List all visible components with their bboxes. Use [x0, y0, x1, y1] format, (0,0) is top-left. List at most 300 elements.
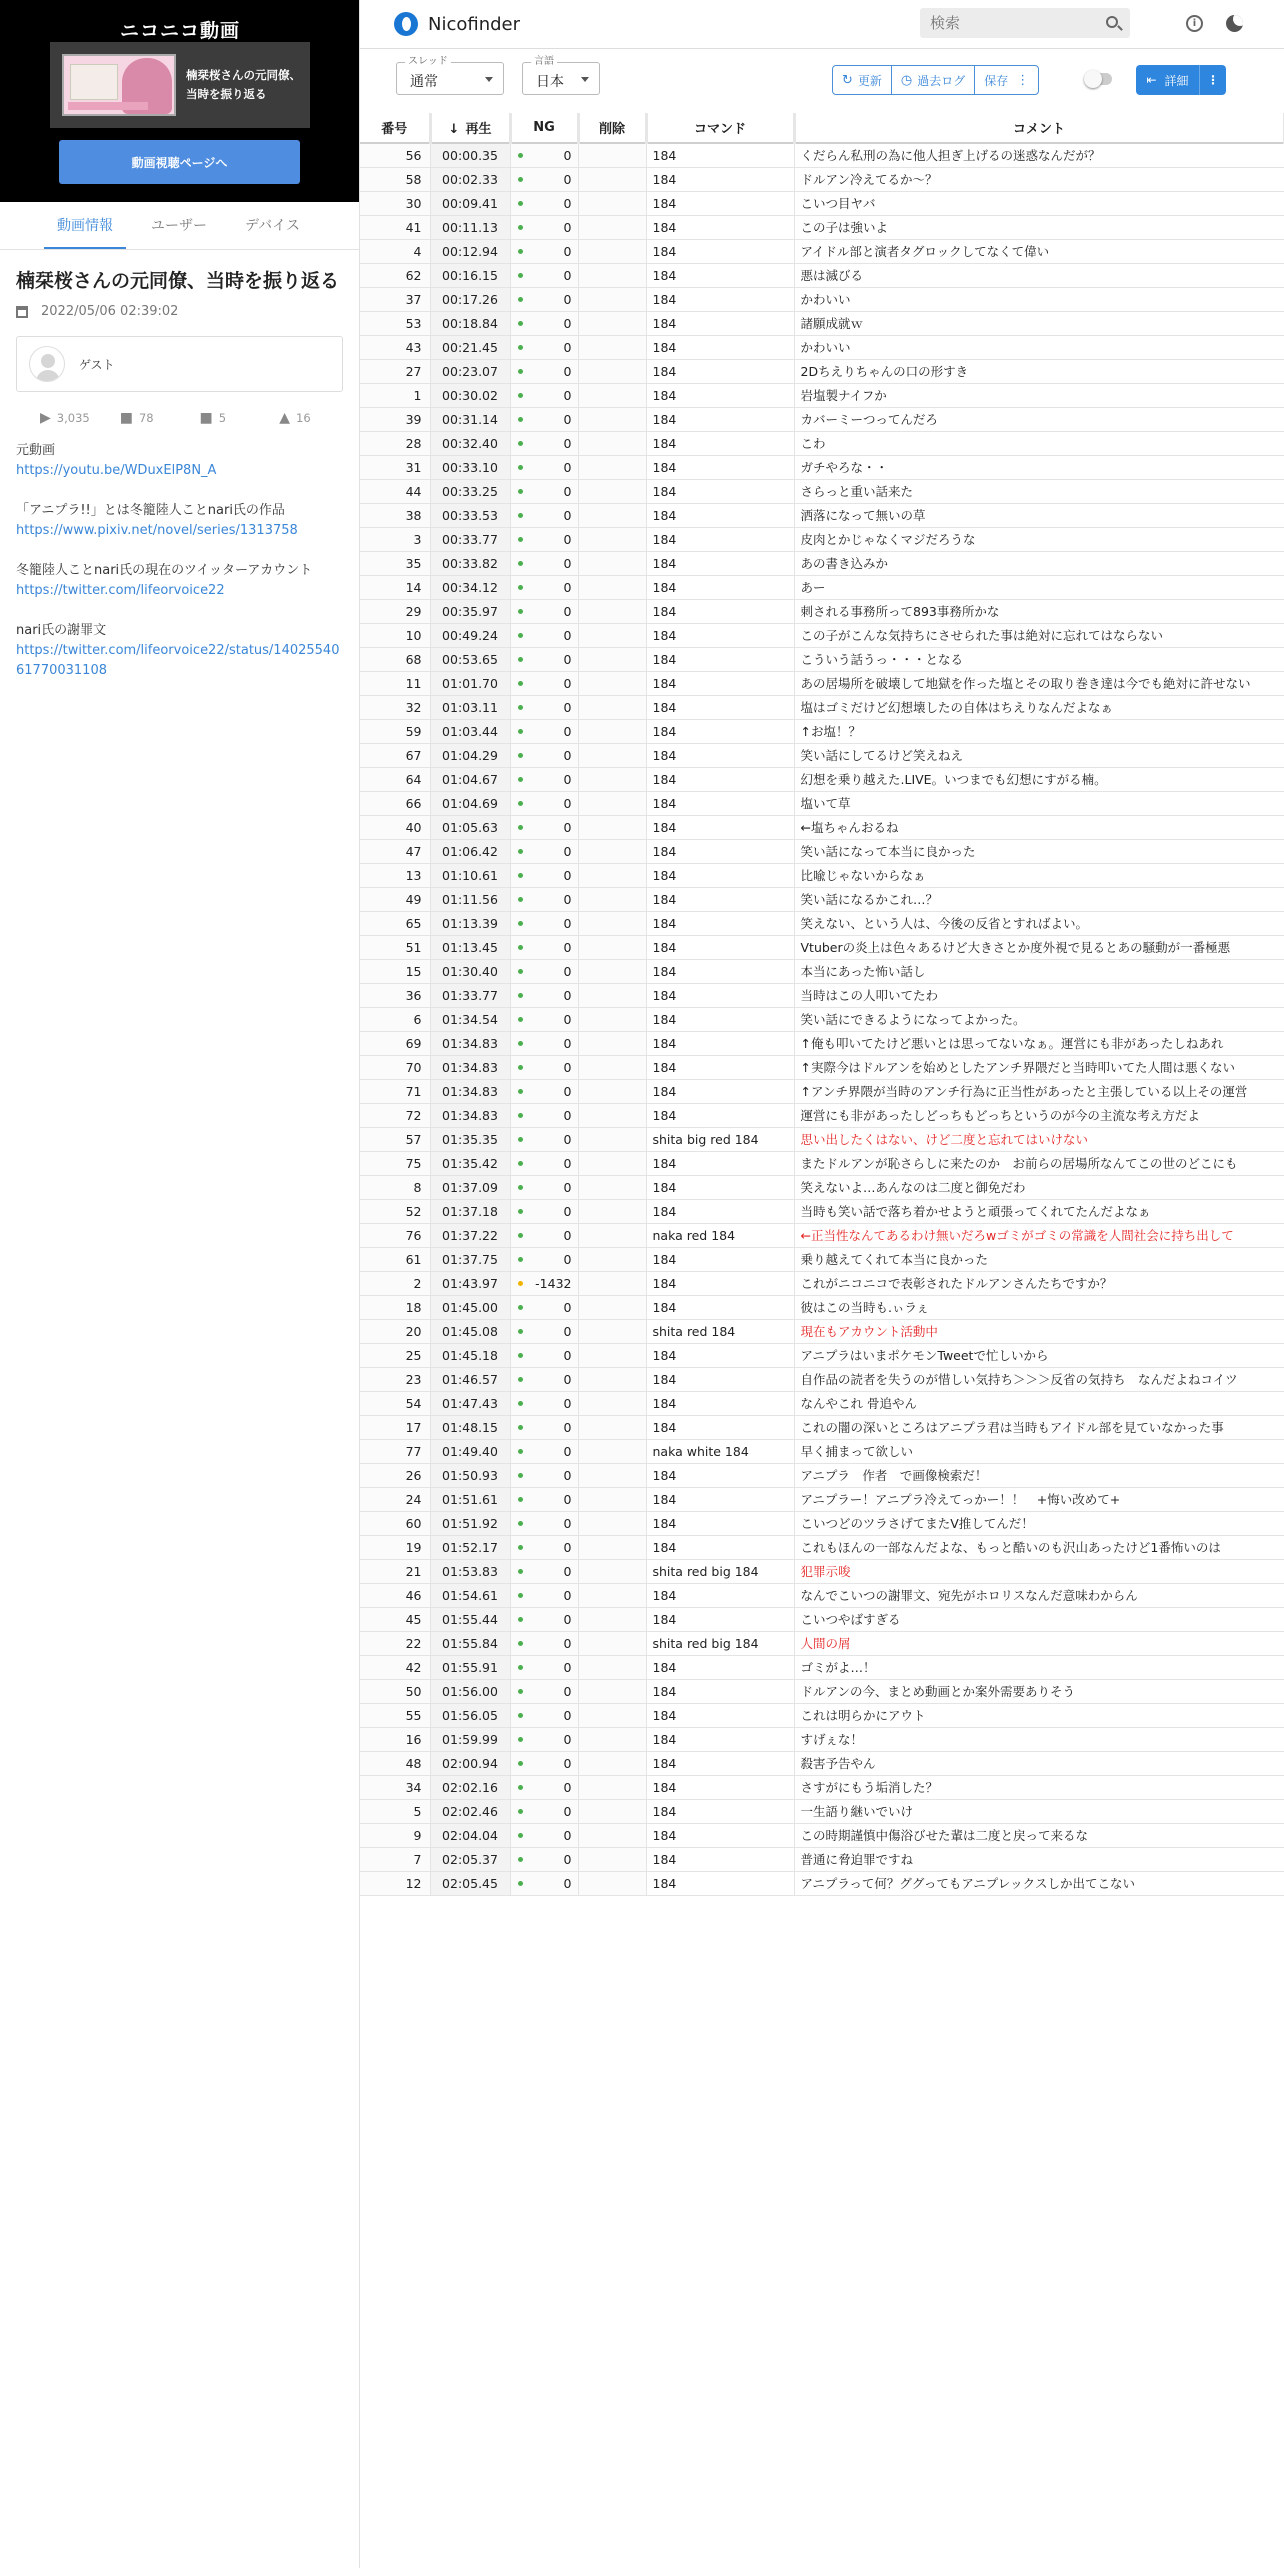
- cell-playback-time[interactable]: 00:23.07: [430, 359, 510, 383]
- cell-playback-time[interactable]: 01:30.40: [430, 959, 510, 983]
- table-row[interactable]: [360, 695, 1284, 719]
- cell-playback-time[interactable]: 00:17.26: [430, 287, 510, 311]
- cell-playback-time[interactable]: 01:52.17: [430, 1535, 510, 1559]
- cell-command: 184: [646, 503, 794, 527]
- cell-command: 184: [646, 1703, 794, 1727]
- cell-playback-time[interactable]: 01:48.15: [430, 1415, 510, 1439]
- cell-playback-time[interactable]: 01:04.67: [430, 767, 510, 791]
- cell-command: 184: [646, 1295, 794, 1319]
- ng-status-dot: [518, 249, 523, 254]
- cell-playback-time[interactable]: 00:33.25: [430, 479, 510, 503]
- table-row[interactable]: [360, 503, 1284, 527]
- table-row[interactable]: [360, 839, 1284, 863]
- ng-status-dot: [518, 849, 523, 854]
- table-row[interactable]: [360, 1343, 1284, 1367]
- table-row[interactable]: [360, 599, 1284, 623]
- ng-status-dot: [518, 225, 523, 230]
- cell-playback-time[interactable]: 01:10.61: [430, 863, 510, 887]
- cell-playback-time[interactable]: 01:53.83: [430, 1559, 510, 1583]
- cell-delete: [578, 1223, 646, 1247]
- cell-comment: 運営にも非があったしどっちもどっちというのが今の主流な考え方だよ: [794, 1103, 1284, 1127]
- cell-playback-time[interactable]: 00:21.45: [430, 335, 510, 359]
- cell-number: 54: [360, 1391, 430, 1415]
- cell-comment: アイドル部と演者タグロックしてなくて偉い: [794, 239, 1284, 263]
- cell-ng: [510, 431, 578, 455]
- avatar: [29, 346, 65, 382]
- table-row[interactable]: [360, 1607, 1284, 1631]
- cell-playback-time[interactable]: 01:37.75: [430, 1247, 510, 1271]
- cell-command: 184: [646, 1031, 794, 1055]
- column-header-number[interactable]: 番号: [360, 113, 430, 143]
- table-row[interactable]: [360, 863, 1284, 887]
- cell-playback-time[interactable]: 00:02.33: [430, 167, 510, 191]
- cell-playback-time[interactable]: 01:54.61: [430, 1583, 510, 1607]
- cell-playback-time[interactable]: 01:34.83: [430, 1079, 510, 1103]
- table-row[interactable]: [360, 1559, 1284, 1583]
- table-row[interactable]: [360, 1079, 1284, 1103]
- nicofinder-logo-icon: [394, 12, 418, 36]
- table-row[interactable]: [360, 1151, 1284, 1175]
- table-row[interactable]: [360, 527, 1284, 551]
- detail-button[interactable]: [1136, 65, 1226, 95]
- comment-icon: ■: [119, 410, 133, 426]
- table-row[interactable]: [360, 1199, 1284, 1223]
- ng-score: 0: [563, 1227, 572, 1243]
- ng-score: 0: [563, 171, 572, 187]
- description-text: 元動画: [16, 443, 56, 458]
- cell-playback-time[interactable]: 01:04.29: [430, 743, 510, 767]
- cell-comment: 悪は滅びる: [794, 263, 1284, 287]
- ng-score: 0: [563, 675, 572, 691]
- cell-comment: ドルアン冷えてるか〜？: [794, 167, 1284, 191]
- dark-mode-icon[interactable]: [1226, 15, 1243, 32]
- ng-score: 0: [563, 627, 572, 643]
- column-header-command[interactable]: コマンド: [646, 113, 794, 143]
- ng-score: 0: [563, 291, 572, 307]
- cell-ng: [510, 1295, 578, 1319]
- cell-playback-time[interactable]: 01:47.43: [430, 1391, 510, 1415]
- table-row[interactable]: [360, 623, 1284, 647]
- cell-playback-time[interactable]: 01:55.84: [430, 1631, 510, 1655]
- cell-playback-time[interactable]: 00:00.35: [430, 143, 510, 167]
- ng-status-dot: [518, 1713, 523, 1718]
- cell-delete: [578, 623, 646, 647]
- cell-playback-time[interactable]: 00:30.02: [430, 383, 510, 407]
- cell-playback-time[interactable]: 01:46.57: [430, 1367, 510, 1391]
- ng-status-dot: [518, 177, 523, 182]
- cell-command: 184: [646, 647, 794, 671]
- table-row[interactable]: [360, 167, 1284, 191]
- cell-comment: 笑えない、という人は、今後の反省とすればよい。: [794, 911, 1284, 935]
- table-row[interactable]: [360, 1319, 1284, 1343]
- ng-score: 0: [563, 1107, 572, 1123]
- cell-delete: [578, 1463, 646, 1487]
- column-header-delete[interactable]: 削除: [578, 113, 646, 143]
- table-row[interactable]: [360, 1127, 1284, 1151]
- table-row[interactable]: [360, 1727, 1284, 1751]
- ng-status-dot: [518, 1089, 523, 1094]
- table-row[interactable]: [360, 239, 1284, 263]
- cell-playback-time[interactable]: 01:05.63: [430, 815, 510, 839]
- cell-playback-time[interactable]: 01:45.00: [430, 1295, 510, 1319]
- cell-command: 184: [646, 1583, 794, 1607]
- cell-playback-time[interactable]: 00:09.41: [430, 191, 510, 215]
- info-icon[interactable]: i: [1186, 15, 1203, 32]
- table-row[interactable]: [360, 287, 1284, 311]
- cell-comment: あの書き込みか: [794, 551, 1284, 575]
- cell-playback-time[interactable]: 01:56.00: [430, 1679, 510, 1703]
- ng-score: 0: [563, 1683, 572, 1699]
- table-row[interactable]: [360, 1823, 1284, 1847]
- cell-number: 25: [360, 1343, 430, 1367]
- cell-playback-time[interactable]: 01:45.18: [430, 1343, 510, 1367]
- table-row[interactable]: [360, 1295, 1284, 1319]
- cell-ng: [510, 479, 578, 503]
- column-header-comment[interactable]: コメント: [794, 113, 1284, 143]
- cell-number: 41: [360, 215, 430, 239]
- cell-number: 3: [360, 527, 430, 551]
- cell-playback-time[interactable]: 00:33.10: [430, 455, 510, 479]
- cell-playback-time[interactable]: 01:34.83: [430, 1103, 510, 1127]
- table-row[interactable]: [360, 1391, 1284, 1415]
- cell-number: 67: [360, 743, 430, 767]
- ng-status-dot: [518, 681, 523, 686]
- ng-status-dot: [518, 1545, 523, 1550]
- calendar-icon: [16, 306, 28, 318]
- cell-command: 184: [646, 1871, 794, 1895]
- cell-playback-time[interactable]: 01:34.54: [430, 1007, 510, 1031]
- table-row[interactable]: [360, 335, 1284, 359]
- cell-ng: [510, 167, 578, 191]
- ng-status-dot: [518, 729, 523, 734]
- cell-playback-time[interactable]: 00:12.94: [430, 239, 510, 263]
- detail-main[interactable]: [1136, 65, 1200, 95]
- cell-playback-time[interactable]: 00:31.14: [430, 407, 510, 431]
- cell-command: 184: [646, 1271, 794, 1295]
- table-row[interactable]: [360, 1415, 1284, 1439]
- ng-score: 0: [563, 1395, 572, 1411]
- video-player[interactable]: [0, 0, 359, 202]
- table-row[interactable]: [360, 311, 1284, 335]
- cell-command: naka white 184: [646, 1439, 794, 1463]
- cell-ng: [510, 1799, 578, 1823]
- cell-delete: [578, 1535, 646, 1559]
- cell-number: 49: [360, 887, 430, 911]
- cell-delete: [578, 743, 646, 767]
- thread-select[interactable]: [396, 56, 504, 95]
- table-row[interactable]: [360, 1535, 1284, 1559]
- cell-number: 7: [360, 1847, 430, 1871]
- history-button[interactable]: [892, 66, 975, 94]
- table-row[interactable]: [360, 143, 1284, 167]
- table-row[interactable]: [360, 1103, 1284, 1127]
- table-row[interactable]: [360, 455, 1284, 479]
- table-row[interactable]: [360, 815, 1284, 839]
- cell-delete: [578, 671, 646, 695]
- cell-comment: ←正当性なんてあるわけ無いだろwゴミがゴミの常識を人間社会に持ち出して: [794, 1223, 1284, 1247]
- ng-status-dot: [518, 969, 523, 974]
- cell-playback-time[interactable]: 00:16.15: [430, 263, 510, 287]
- cell-comment: 岩塩製ナイフか: [794, 383, 1284, 407]
- cell-playback-time[interactable]: 00:34.12: [430, 575, 510, 599]
- video-stats: [40, 410, 359, 426]
- watch-video-button[interactable]: 動画視聴ページへ: [59, 140, 300, 184]
- table-row[interactable]: [360, 215, 1284, 239]
- user-card[interactable]: [16, 336, 343, 392]
- table-row[interactable]: [360, 767, 1284, 791]
- cell-playback-time[interactable]: 01:55.44: [430, 1607, 510, 1631]
- tab-user[interactable]: ユーザー: [151, 218, 207, 234]
- table-row[interactable]: [360, 383, 1284, 407]
- cell-ng: [510, 1775, 578, 1799]
- user-name: ゲスト: [79, 357, 115, 372]
- cell-playback-time[interactable]: 01:13.39: [430, 911, 510, 935]
- table-row[interactable]: [360, 1031, 1284, 1055]
- table-row[interactable]: [360, 935, 1284, 959]
- cell-delete: [578, 215, 646, 239]
- cell-command: 184: [646, 1151, 794, 1175]
- cell-playback-time[interactable]: 01:35.35: [430, 1127, 510, 1151]
- cell-delete: [578, 335, 646, 359]
- cell-ng: [510, 1079, 578, 1103]
- table-row[interactable]: [360, 1175, 1284, 1199]
- cell-playback-time[interactable]: 02:02.46: [430, 1799, 510, 1823]
- cell-playback-time[interactable]: 01:33.77: [430, 983, 510, 1007]
- cell-playback-time[interactable]: 01:59.99: [430, 1727, 510, 1751]
- cell-delete: [578, 935, 646, 959]
- cell-comment: 当時はこの人叩いてたわ: [794, 983, 1284, 1007]
- cell-playback-time[interactable]: 01:13.45: [430, 935, 510, 959]
- description-link[interactable]: https://www.pixiv.net/novel/series/1313758: [16, 523, 298, 538]
- table-row[interactable]: [360, 719, 1284, 743]
- description-link[interactable]: https://youtu.be/WDuxElP8N_A: [16, 463, 217, 478]
- cell-command: 184: [646, 359, 794, 383]
- cell-command: 184: [646, 455, 794, 479]
- cell-playback-time[interactable]: 01:45.08: [430, 1319, 510, 1343]
- search-icon[interactable]: [1106, 16, 1118, 28]
- cell-playback-time[interactable]: 00:18.84: [430, 311, 510, 335]
- table-row[interactable]: [360, 1751, 1284, 1775]
- cell-playback-time[interactable]: 01:55.91: [430, 1655, 510, 1679]
- cell-delete: [578, 1319, 646, 1343]
- cell-command: 184: [646, 599, 794, 623]
- language-select[interactable]: [522, 56, 600, 95]
- cell-playback-time[interactable]: 01:50.93: [430, 1463, 510, 1487]
- cell-playback-time[interactable]: 01:04.69: [430, 791, 510, 815]
- tab-device[interactable]: デバイス: [245, 218, 301, 234]
- cell-comment: 一生語り継いでいけ: [794, 1799, 1284, 1823]
- ng-status-dot: [518, 1113, 523, 1118]
- table-row[interactable]: [360, 1463, 1284, 1487]
- cell-comment: アニプラ 作者 で画像検索だ！: [794, 1463, 1284, 1487]
- cell-number: 76: [360, 1223, 430, 1247]
- cell-playback-time[interactable]: 00:11.13: [430, 215, 510, 239]
- table-row[interactable]: [360, 1799, 1284, 1823]
- table-row[interactable]: [360, 191, 1284, 215]
- cell-playback-time[interactable]: 02:02.16: [430, 1775, 510, 1799]
- cell-playback-time[interactable]: 01:37.18: [430, 1199, 510, 1223]
- cell-number: 48: [360, 1751, 430, 1775]
- ng-score: 0: [563, 1299, 572, 1315]
- display-toggle[interactable]: [1086, 73, 1112, 85]
- ng-status-dot: [518, 1257, 523, 1262]
- table-row[interactable]: [360, 1703, 1284, 1727]
- cell-playback-time[interactable]: 01:51.61: [430, 1487, 510, 1511]
- ng-status-dot: [518, 1353, 523, 1358]
- table-row[interactable]: [360, 1439, 1284, 1463]
- cell-playback-time[interactable]: 01:37.22: [430, 1223, 510, 1247]
- table-row[interactable]: [360, 1223, 1284, 1247]
- cell-comment: 笑えないよ…あんなのは二度と御免だわ: [794, 1175, 1284, 1199]
- cell-command: 184: [646, 1775, 794, 1799]
- save-button[interactable]: [975, 66, 1038, 94]
- video-thumbnail-card[interactable]: [50, 42, 310, 128]
- ng-score: 0: [563, 747, 572, 763]
- ng-score: 0: [563, 531, 572, 547]
- description-link[interactable]: https://twitter.com/lifeorvoice22/status/1402554061770031108: [16, 643, 340, 678]
- table-row[interactable]: [360, 359, 1284, 383]
- table-row[interactable]: [360, 1271, 1284, 1295]
- cell-comment: すげぇな！: [794, 1727, 1284, 1751]
- cell-delete: [578, 1103, 646, 1127]
- table-row[interactable]: [360, 1847, 1284, 1871]
- cell-playback-time[interactable]: 01:56.05: [430, 1703, 510, 1727]
- table-row[interactable]: [360, 1007, 1284, 1031]
- cell-number: 12: [360, 1871, 430, 1895]
- tab-video-info[interactable]: 動画情報: [44, 202, 126, 249]
- cell-playback-time[interactable]: 00:49.24: [430, 623, 510, 647]
- table-row[interactable]: [360, 983, 1284, 1007]
- ng-score: 0: [563, 1875, 572, 1891]
- main-panel: [360, 0, 1284, 2568]
- cell-playback-time[interactable]: 01:43.97: [430, 1271, 510, 1295]
- table-row[interactable]: [360, 959, 1284, 983]
- cell-playback-time[interactable]: 02:04.04: [430, 1823, 510, 1847]
- cell-playback-time[interactable]: 01:35.42: [430, 1151, 510, 1175]
- cell-command: 184: [646, 1415, 794, 1439]
- table-row[interactable]: [360, 1511, 1284, 1535]
- ng-status-dot: [518, 1401, 523, 1406]
- cell-playback-time[interactable]: 01:37.09: [430, 1175, 510, 1199]
- cell-comment: ↑お塩！？: [794, 719, 1284, 743]
- cell-playback-time[interactable]: 01:34.83: [430, 1055, 510, 1079]
- cell-playback-time[interactable]: 02:05.45: [430, 1871, 510, 1895]
- column-header-playback[interactable]: [430, 113, 510, 143]
- cell-command: 184: [646, 935, 794, 959]
- ng-status-dot: [518, 1329, 523, 1334]
- cell-playback-time[interactable]: 02:00.94: [430, 1751, 510, 1775]
- cell-number: 28: [360, 431, 430, 455]
- cell-number: 43: [360, 335, 430, 359]
- cell-command: 184: [646, 1679, 794, 1703]
- ng-status-dot: [518, 657, 523, 662]
- table-row[interactable]: [360, 647, 1284, 671]
- cell-comment: これの闇の深いところはアニプラ君は当時もアイドル部を見ていなかった事: [794, 1415, 1284, 1439]
- table-row[interactable]: [360, 1679, 1284, 1703]
- table-row[interactable]: [360, 407, 1284, 431]
- cell-playback-time[interactable]: 00:33.77: [430, 527, 510, 551]
- cell-command: 184: [646, 719, 794, 743]
- cell-command: 184: [646, 1655, 794, 1679]
- cell-comment: これもほんの一部なんだよな、もっと酷いのも沢山あったけど1番怖いのは: [794, 1535, 1284, 1559]
- cell-comment: ↑俺も叩いてたけど悪いとは思ってないなぁ。運営にも非があったしねあれ: [794, 1031, 1284, 1055]
- table-row[interactable]: [360, 791, 1284, 815]
- cell-number: 19: [360, 1535, 430, 1559]
- cell-comment: 自作品の読者を失うのが惜しい気持ち＞＞＞反省の気持ち なんだよねコイツ: [794, 1367, 1284, 1391]
- cell-comment: くだらん私刑の為に他人担ぎ上げるの迷惑なんだが？: [794, 143, 1284, 167]
- table-row[interactable]: [360, 1055, 1284, 1079]
- cell-command: 184: [646, 215, 794, 239]
- cell-number: 24: [360, 1487, 430, 1511]
- detail-more-icon[interactable]: ⋮: [1207, 73, 1219, 87]
- search-box[interactable]: [920, 8, 1130, 38]
- description-link[interactable]: https://twitter.com/lifeorvoice22: [16, 583, 225, 598]
- table-row[interactable]: [360, 1583, 1284, 1607]
- cell-playback-time[interactable]: 01:06.42: [430, 839, 510, 863]
- ng-status-dot: [518, 1593, 523, 1598]
- table-row[interactable]: [360, 1655, 1284, 1679]
- table-row[interactable]: [360, 911, 1284, 935]
- table-row[interactable]: [360, 575, 1284, 599]
- cell-playback-time[interactable]: 00:33.53: [430, 503, 510, 527]
- table-row[interactable]: [360, 1247, 1284, 1271]
- table-row[interactable]: [360, 551, 1284, 575]
- table-row[interactable]: [360, 479, 1284, 503]
- cell-playback-time[interactable]: 00:53.65: [430, 647, 510, 671]
- cell-number: 2: [360, 1271, 430, 1295]
- table-row[interactable]: [360, 263, 1284, 287]
- cell-ng: [510, 1415, 578, 1439]
- cell-playback-time[interactable]: 00:35.97: [430, 599, 510, 623]
- cell-ng: [510, 1511, 578, 1535]
- cell-playback-time[interactable]: 01:03.44: [430, 719, 510, 743]
- cell-playback-time[interactable]: 02:05.37: [430, 1847, 510, 1871]
- table-row[interactable]: [360, 671, 1284, 695]
- table-row[interactable]: [360, 887, 1284, 911]
- refresh-button[interactable]: [833, 66, 892, 94]
- cell-comment: 笑い話になるかこれ…？: [794, 887, 1284, 911]
- table-row[interactable]: [360, 1631, 1284, 1655]
- cell-number: 58: [360, 167, 430, 191]
- cell-playback-time[interactable]: 01:03.11: [430, 695, 510, 719]
- thumbnail-title: 楠栞桜さんの元同僚、当時を振り返る: [186, 68, 301, 101]
- cell-playback-time[interactable]: 01:01.70: [430, 671, 510, 695]
- cell-comment: 殺害予告やん: [794, 1751, 1284, 1775]
- cell-playback-time[interactable]: 01:34.83: [430, 1031, 510, 1055]
- ng-status-dot: [518, 1689, 523, 1694]
- table-row[interactable]: [360, 1367, 1284, 1391]
- cell-number: 47: [360, 839, 430, 863]
- cell-delete: [578, 1175, 646, 1199]
- column-header-ng[interactable]: NG: [510, 113, 578, 143]
- cell-playback-time[interactable]: 01:11.56: [430, 887, 510, 911]
- cell-playback-time[interactable]: 01:51.92: [430, 1511, 510, 1535]
- table-row[interactable]: [360, 431, 1284, 455]
- app-title: Nicofinder: [428, 14, 521, 35]
- search-input[interactable]: [920, 8, 1090, 38]
- cell-playback-time[interactable]: 00:33.82: [430, 551, 510, 575]
- table-row[interactable]: [360, 1871, 1284, 1895]
- table-row[interactable]: [360, 743, 1284, 767]
- cell-playback-time[interactable]: 01:49.40: [430, 1439, 510, 1463]
- cell-playback-time[interactable]: 00:32.40: [430, 431, 510, 455]
- cell-delete: [578, 287, 646, 311]
- ng-score: 0: [563, 651, 572, 667]
- table-row[interactable]: [360, 1487, 1284, 1511]
- ng-status-dot: [518, 1161, 523, 1166]
- ng-score: 0: [563, 315, 572, 331]
- table-row[interactable]: [360, 1775, 1284, 1799]
